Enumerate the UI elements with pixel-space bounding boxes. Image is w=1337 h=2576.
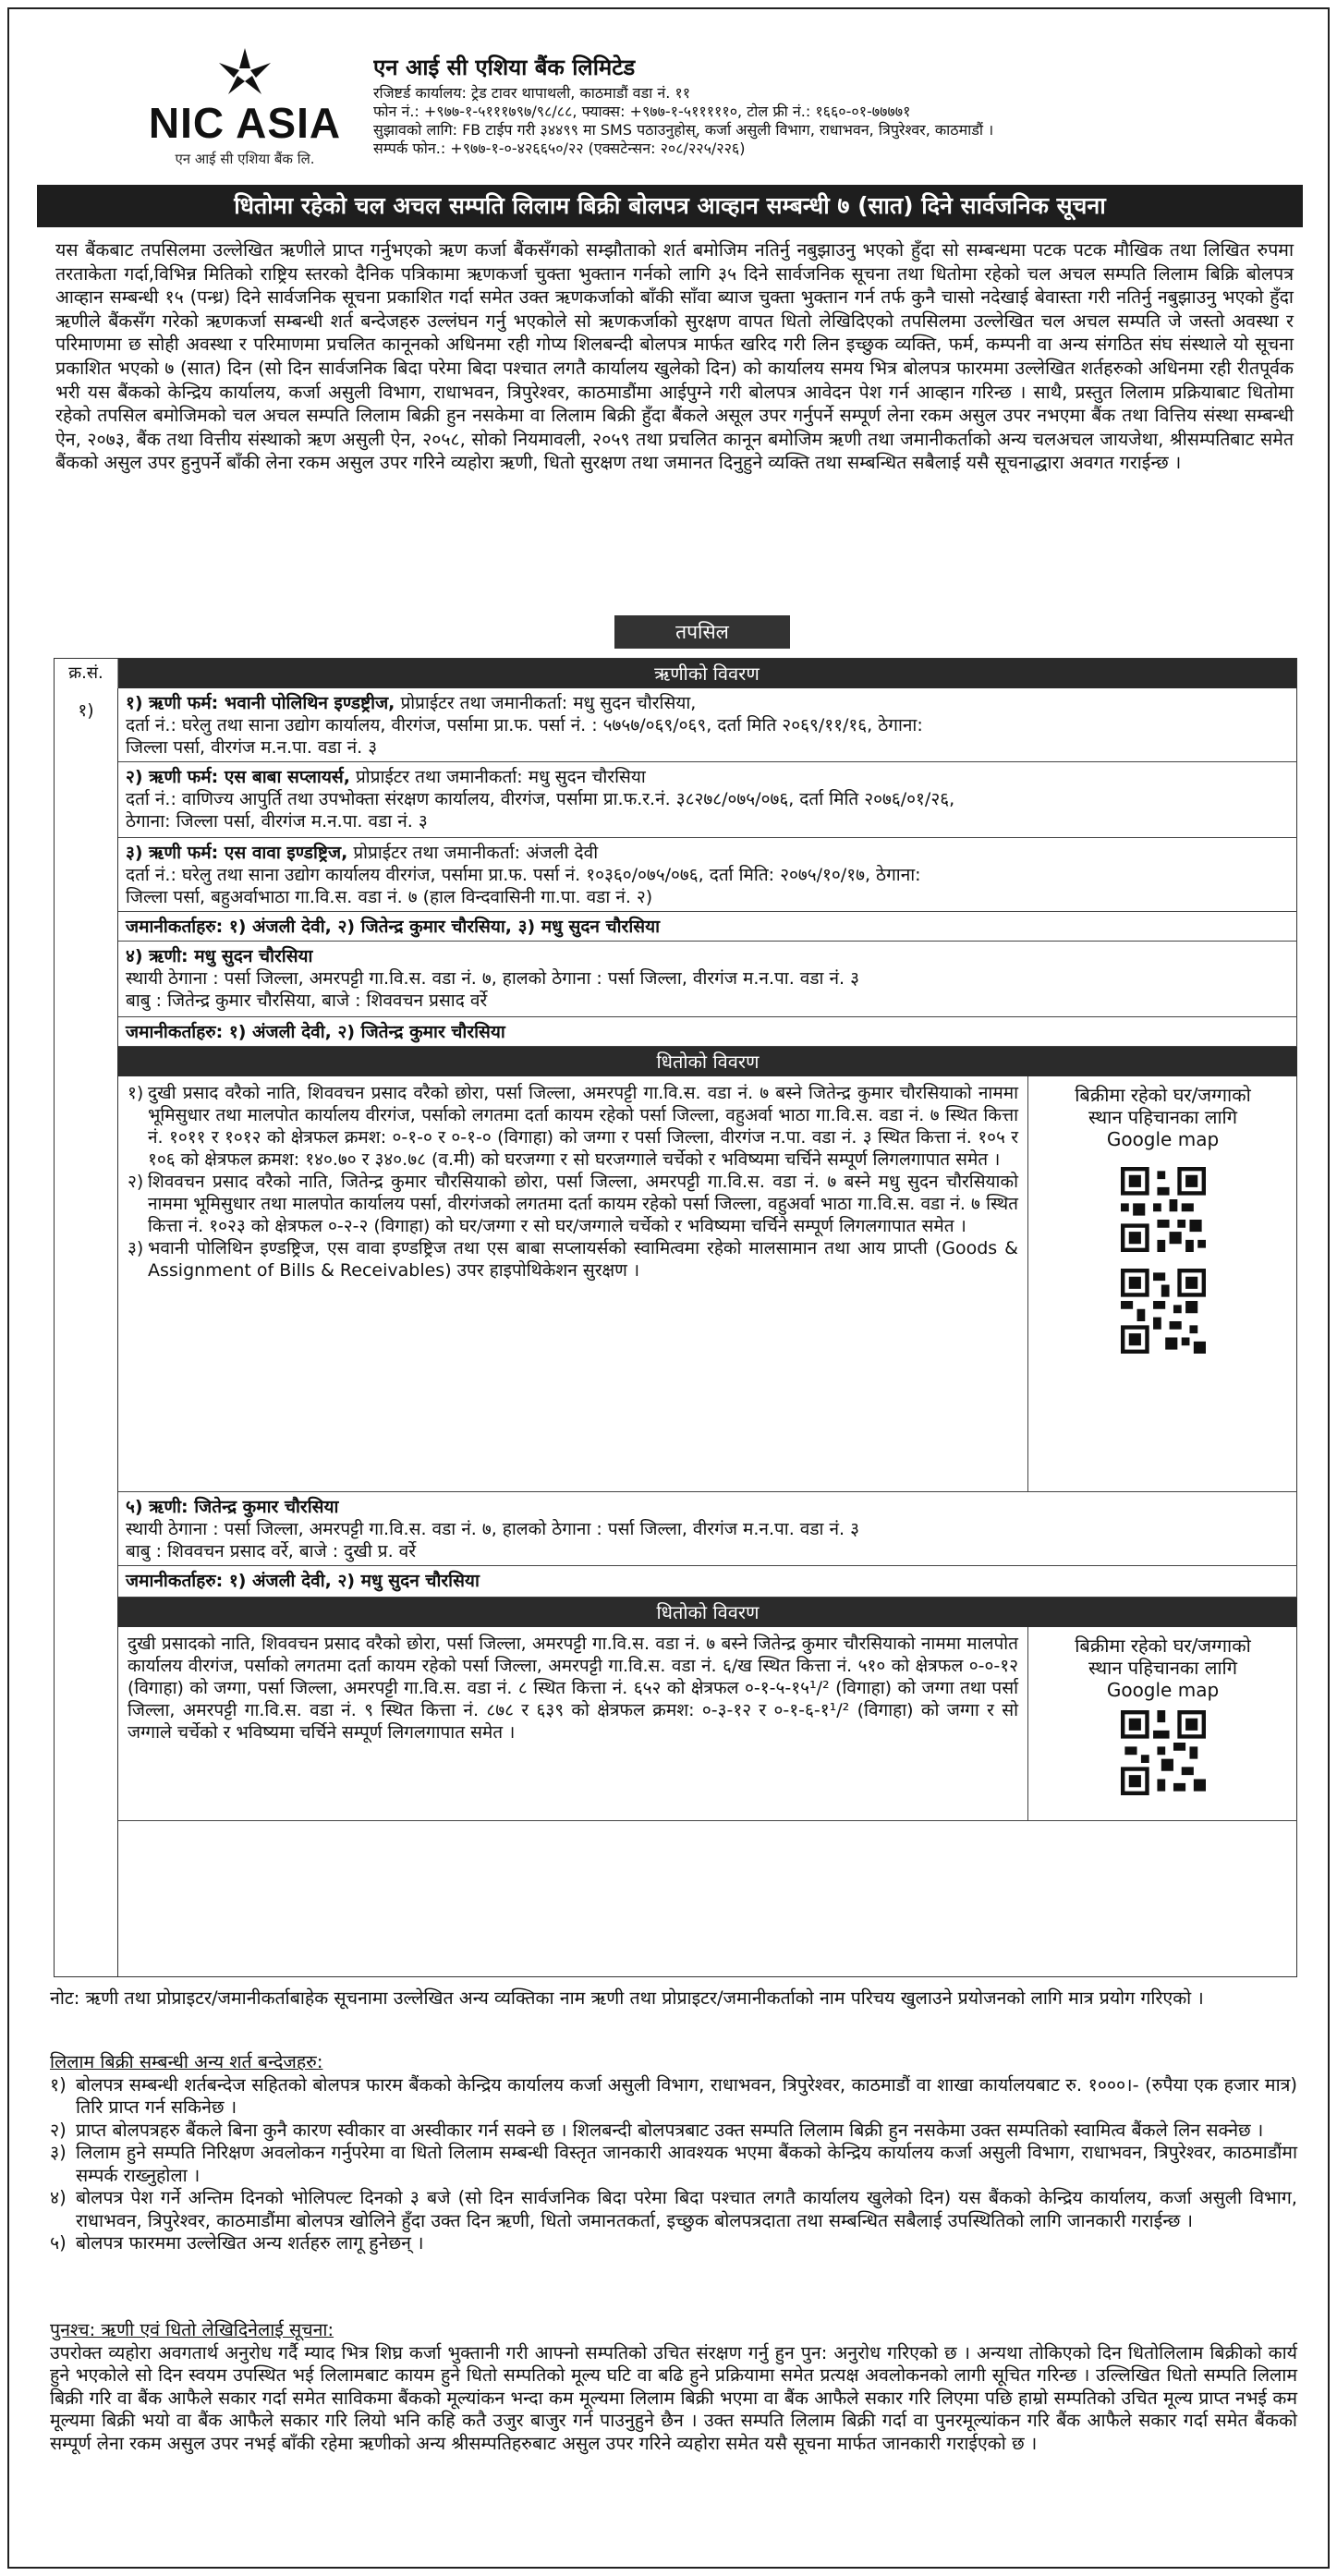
table-header <box>55 659 1296 688</box>
google-map-label: Google map <box>1106 1128 1220 1150</box>
firm-1-address: जिल्ला पर्सा, वीरगंज म.न.पा. वडा नं. ३ <box>126 737 378 758</box>
collateral-header-2: धितोको विवरण <box>118 1598 1297 1627</box>
firm-2-proprietor: प्रोप्राईटर तथा जमानीकर्ता: मधु सुदन चौरसिया <box>349 767 646 787</box>
auction-conditions <box>50 2051 1297 2255</box>
collateral-item-5-text: दुखी प्रसादको नाति, शिववचन प्रसाद वरैको छोरा, पर्सा जिल्ला, अमरपट्टी गा.वि.स. वडा नं. ७ बस्ने जितेन्द्र कुमार चौरसियाको नाममा मालपोत कार्यालय वीरगंज, पर्साको लगतमा दर्ता कायम रहेको पर्सा जिल्ला, अमरपट्टी गा.वि.स. वडा नं. ६/ख स्थित कित्ता नं. ५१० को क्षेत्रफल ०-०-१२ (विगाहा) को जग्गा, पर्सा जिल्ला, अमरपट्टी गा.वि.स. वडा नं. ८ स्थित कित्ता नं. ६५२ को क्षेत्रफल ०-१-५-१५¹/² (विगाहा) को जग्गा तथा पर्सा जिल्ला, अमरपट्टी गा.वि.स. वडा नं. ९ स्थित कित्ता नं. ८७८ र ६३९ को क्षेत्रफल क्रमश: ०-३-१२ र ०-१-६-१¹/² (विगाहा) को जग्गा र सो जग्गाले चर्चेको र भविष्यमा चर्चिने सम्पूर्ण लिगलगापात समेत । <box>128 1634 1018 1743</box>
collateral-details-2 <box>118 1627 1028 1820</box>
firm-3-address: जिल्ला पर्सा, बहुअर्वाभाठा गा.वि.स. वडा नं. ७ (हाल विन्दवासिनी गा.पा. वडा नं. २) <box>126 887 653 907</box>
bank-name: एन आई सी एशिया बैंक लिमिटेड <box>373 55 636 80</box>
map-text-line-2: स्थान पहिचानका लागि <box>1088 1657 1237 1679</box>
firm-1-proprietor: प्रोप्राईटर तथा जमानीकर्ता: मधु सुदन चौरसिया, <box>395 693 697 713</box>
qr-code-icon[interactable] <box>1121 1269 1206 1354</box>
conditions-title: लिलाम बिक्री सम्बन्धी अन्य शर्त बन्देजहरु: <box>50 2051 323 2072</box>
borrower-5-address: स्थायी ठेगाना : पर्सा जिल्ला, अमरपट्टी गा.वि.स. वडा नं. ७, हालको ठेगाना : पर्सा जिल्ला, वीरगंज म.न.पा. वडा नं. ३ <box>126 1519 859 1539</box>
firm-3-title: ३) ऋणी फर्म: एस वावा इण्डष्ट्रिज, <box>126 843 348 863</box>
nic-asia-star-logo-icon <box>215 46 274 98</box>
notice-page <box>7 7 1330 2569</box>
condition-item <box>50 2120 1297 2143</box>
map-text-line-1: बिक्रीमा रहेको घर/जग्गाको <box>1075 1634 1251 1657</box>
condition-number: ३) <box>50 2142 67 2163</box>
col-borrower-detail: ऋणीको विवरण <box>654 662 760 685</box>
guarantors-3: जमानीकर्ताहरु: १) अंजली देवी, २) मधु सुदन चौरसिया <box>118 1566 1297 1598</box>
condition-text: बोलपत्र पेश गर्ने अन्तिम दिनको भोलिपल्ट दिनको ३ बजे (सो दिन सार्वजनिक बिदा परेमा बिदा पश्चात लगतै कार्यालय खुलेको दिन) यस बैंकको केन्द्रिय कार्यालय, कर्जा असुली विभाग, राधाभवन, त्रिपुरेश्वर, काठमाडौंमा बोलपत्र खोलिने हुँदा उक्त दिन ऋणी, धितो जमानतकर्ता, इच्छुक बोलपत्रदाता तथा सम्बन्धित सबैलाई उपस्थितिको लागि जानकारी गराईन्छ । <box>76 2187 1297 2231</box>
firm-2 <box>118 762 1297 838</box>
firm-3-registration: दर्ता नं.: घरेलु तथा साना उद्योग कार्यालय वीरगंज, पर्सामा प्रा.फ. पर्सा नं. १०३६०/०७५/०७६, दर्ता मिति: २०७५/१०/१७, ठेगाना: <box>126 865 921 885</box>
qr-code-icon[interactable] <box>1121 1710 1206 1795</box>
google-map-label: Google map <box>1106 1679 1220 1701</box>
borrower-5 <box>118 1492 1297 1566</box>
logo-subtitle: एन आई सी एशिया बैंक लि. <box>175 151 315 167</box>
condition-text: लिलाम हुने सम्पति निरिक्षण अवलोकन गर्नुपरेमा वा धितो लिलाम सम्बन्धी विस्तृत जानकारी आवश्यक भएमा बैंकको केन्द्रिय कार्यालय कर्जा असुली विभाग, राधाभवन, त्रिपुरेश्वर, काठमाडौंमा सम्पर्क राख्नुहोला । <box>76 2142 1297 2186</box>
condition-text: प्राप्त बोलपत्रहरु बैंकले बिना कुनै कारण स्वीकार वा अस्वीकार गर्न सक्ने छ । शिलबन्दी बोलपत्रबाट उक्त सम्पति लिलाम बिक्री हुन नसकेमा उक्त सम्पतिको स्वामित्व बैंकले लिन सक्नेछ । <box>76 2119 1264 2141</box>
borrower-4-address: स्थायी ठेगाना : पर्सा जिल्ला, अमरपट्टी गा.वि.स. वडा नं. ७, हालको ठेगाना : पर्सा जिल्ला, वीरगंज म.न.पा. वडा नं. ३ <box>126 968 859 989</box>
suggestion-line: सुझावको लागि: FB टाईप गरी ३४४९९ मा SMS पठाउनुहोस्, कर्जा असुली विभाग, राधाभवन, त्रिपुरेश्वर, काठमाडौं । <box>373 121 994 139</box>
qr-code-icon[interactable] <box>1121 1167 1206 1252</box>
firm-2-address: ठेगाना: जिल्ला पर्सा, वीरगंज म.न.पा. वडा नं. ३ <box>126 811 428 832</box>
postscript-title: पुनश्च: ऋणी एवं धितो लेखिदिनेलाई सूचना: <box>50 2319 334 2340</box>
condition-number: २) <box>50 2119 67 2141</box>
borrower-5-family: बाबु : शिववचन प्रसाद वर्रे, बाजे : दुखी प्र. वर्रे <box>126 1541 417 1561</box>
borrower-4-title: ४) ऋणी: मधु सुदन चौरसिया <box>126 946 313 966</box>
condition-item <box>50 2187 1297 2232</box>
registered-office: रजिष्टर्ड कार्यालय: ट्रेड टावर थापाथली, काठमाडौं वडा नं. ११ <box>373 84 691 102</box>
firm-1-title: १) ऋणी फर्म: भवानी पोलिथिन इण्डष्ट्रीज, <box>126 693 395 713</box>
condition-number: ४) <box>50 2187 67 2208</box>
collateral-item-3-text: भवानी पोलिथिन इण्डष्ट्रिज, एस वावा इण्डष्ट्रिज तथा एस बाबा सप्लायर्सको स्वामित्वमा रहेको मालसामान तथा आय प्राप्ती (Goods & Assignment of Bills & Receivables) उपर हाइपोथिकेशन सुरक्षण । <box>148 1238 1018 1281</box>
collateral-details-1 <box>118 1076 1028 1491</box>
map-text-line-2: स्थान पहिचानका लागि <box>1088 1106 1237 1128</box>
map-info-2 <box>1028 1627 1297 1820</box>
bank-contact-info <box>373 54 1316 158</box>
collateral-item-3 <box>128 1237 1018 1282</box>
contact-phone: सम्पर्क फोन.: +९७७-१-०-४२६६५०/२२ (एक्सटेन्सन: २०८/२२५/२२६) <box>373 140 746 157</box>
collateral-item-3-number: ३) <box>128 1238 144 1258</box>
firm-2-title: २) ऋणी फर्म: एस बाबा सप्लायर्स, <box>126 767 350 787</box>
guarantors-1: जमानीकर्ताहरु: १) अंजली देवी, २) जितेन्द्र कुमार चौरसिया, ३) मधु सुदन चौरसिया <box>118 912 1297 942</box>
intro-paragraph: यस बैंकबाट तपसिलमा उल्लेखित ऋणीले प्राप्त गर्नुभएको ऋण कर्जा बैंकसँगको सम्झौताको शर्त बमोजिम नतिर्नु नबुझाउनु भएको हुँदा सो सम्बन्धमा पटक पटक मौखिक तथा लिखित रुपमा तरताकेता गर्दा,विभिन्न मितिको राष्ट्रिय स्तरको दैनिक पत्रिकामा ऋणकर्जा चुक्ता भुक्तान गर्नको लागि ३५ दिने सार्वजनिक सूचना तथा धितोमा रहेको चल अचल सम्पति लिलाम बिक्रि बोलपत्र आव्हान सम्बन्धी १५ (पन्ध्र) दिने सार्वजनिक सूचना प्रकाशित गर्दा समेत उक्त ऋणकर्जाको बाँकी साँवा ब्याज चुक्ता भुक्तान गर्न तर्फ कुनै चासो नदेखाई बेवास्ता गरी नतिर्नु नबुझाउनु भएको हुँदा ऋणीले बैंकसँग गरेको ऋणकर्जा सम्बन्धी शर्त बन्देजहरु उल्लंघन गर्नु भएकोले सो ऋणकर्जाको सुरक्षण वापत धितो लेखिदिएको तपसिलमा उल्लेखित चल अचल सम्पति जे जस्तो अवस्था र परिमाणमा छ सोही अवस्था र परिमाणमा प्रचलित कानूनको अधिनमा रही गोप्य शिलबन्दी बोलपत्र मार्फत खरिद गरी लिन इच्छुक व्यक्ति, फर्म, कम्पनी वा अन्य संगठित संघ संस्थाले यो सूचना प्रकाशित भएको ७ (सात) दिन (सो दिन सार्वजनिक बिदा परेमा बिदा पश्चात लगतै कार्यालय खुलेको दिन) को कार्यालय समय भित्र बोलपत्र फारममा उल्लेखित शर्तहरुको अधिनमा रही रीतपूर्वक भरी यस बैंकको केन्द्रिय कार्यालय, कर्जा असुली विभाग, राधाभवन, त्रिपुरेश्वर, काठमाडौंमा आईपुग्ने गरी बोलपत्र आवेदन पेश गर्न आव्हान गरिन्छ । साथै, प्रस्तुत लिलाम प्रक्रियाबाट धितोमा रहेको तपसिल बमोजिमको चल अचल सम्पति लिलाम बिक्री हुन नसकेमा वा लिलाम बिक्री हुँदा बैंकले असूल उपर गर्नुपर्ने सम्पूर्ण लेना रकम असुल उपर नभएमा बैंक तथा वित्तिय संस्था सम्बन्धी ऐन, २०७३, बैंक तथा वित्तीय संस्थाको ऋण असुली ऐन, २०५८, सोको नियमावली, २०५९ तथा प्रचलित कानून बमोजिम ऋणी तथा जमानीकर्ताको अन्य चलअचल जायजेथा, श्रीसम्पतिबाट समेत बैंकको असुल उपर हुनुपर्ने बाँकी लेना रकम असुल उपर गरिने व्यहोरा ऋणी, धितो सुरक्षण तथा जमानत दिनुहुने व्यक्ति तथा सम्बन्धित सबैलाई यसै सूचनाद्धारा अवगत गराईन्छ । <box>55 239 1294 474</box>
condition-text: बोलपत्र सम्बन्धी शर्तबन्देज सहितको बोलपत्र फारम बैंकको केन्द्रिय कार्यालय कर्जा असुली विभाग, राधाभवन, त्रिपुरेश्वर, काठमाडौं वा शाखा कार्यालयबाट रु. १०००।- (रुपैया एक हजार मात्र) तिरि प्राप्त गर्न सकिनेछ । <box>76 2073 1297 2118</box>
notice-title: धितोमा रहेको चल अचल सम्पति लिलाम बिक्री बोलपत्र आव्हान सम्बन्धी ७ (सात) दिने सार्वजनिक सूचना <box>37 185 1303 227</box>
condition-number: ५) <box>50 2232 67 2254</box>
map-info-1 <box>1028 1076 1297 1491</box>
collateral-item-2-text: शिववचन प्रसाद वरैको नाति, जितेन्द्र कुमार चौरसियाको छोरा, पर्सा जिल्ला, अमरपट्टी गा.वि.स. वडा नं. ७ बस्ने मधु सुदन चौरसियाको नाममा भूमिसुधार तथा मालपोत कार्यालय पर्सा, वीरगंजको लगतमा दर्ता कायम रहेको पर्सा जिल्ला, वहुअर्वा भाठा गा.वि.स. वडा नं. ७ स्थित कित्ता नं. १०२३ को क्षेत्रफल ०-२-२ (विगाहा) को घर/जग्गा र सो घर/जग्गाले चर्चेको र भविष्यमा चर्चिने सम्पूर्ण लिगलगापात समेत । <box>148 1172 1018 1236</box>
firm-2-registration: दर्ता नं.: वाणिज्य आपुर्ति तथा उपभोक्ता संरक्षण कार्यालय, वीरगंज, पर्सामा प्रा.फ.र.नं. ३८२७८/०७५/०७६, दर्ता मिति २०७६/०१/२६, <box>126 789 955 809</box>
condition-number: १) <box>50 2073 67 2096</box>
condition-text: बोलपत्र फारममा उल्लेखित अन्य शर्तहरु लागू हुनेछन् । <box>76 2232 424 2254</box>
note: नोट: ऋणी तथा प्रोप्राइटर/जमानीकर्ताबाहेक सूचनामा उल्लेखित अन्य व्यक्तिका नाम ऋणी तथा प्रोप्राइटर/जमानीकर्ताको नाम परिचय खुलाउने प्रयोजनको लागि मात्र प्रयोग गरिएको । <box>50 1987 1204 2009</box>
firm-3-proprietor: प्रोप्राईटर तथा जमानीकर्ता: अंजली देवी <box>347 843 599 863</box>
phone-fax: फोन नं.: +९७७-१-५१११७९७/९८/८८, फ्याक्स: +९७७-१-५१११११०, टोल फ्री नं.: १६६०-०१-७७७७१ <box>373 103 911 120</box>
collateral-header-1: धितोको विवरण <box>118 1047 1297 1076</box>
collateral-item-2-number: २) <box>128 1172 144 1192</box>
condition-item <box>50 2232 1297 2255</box>
bank-header <box>9 9 1328 177</box>
map-text-line-1: बिक्रीमा रहेको घर/जग्गाको <box>1075 1084 1251 1106</box>
firm-1-registration: दर्ता नं.: घरेलु तथा साना उद्योग कार्यालय, वीरगंज, पर्सामा प्रा.फ. पर्सा नं. : ५७५७/०६९/०६९, दर्ता मिति २०६९/११/१६, ठेगाना: <box>126 715 923 735</box>
serial-number: १) <box>78 700 94 721</box>
col-serial: क्र.सं. <box>55 659 118 688</box>
bank-logo <box>129 46 360 176</box>
tapsil-label: तपसिल <box>614 615 790 649</box>
borrower-table <box>54 658 1297 1977</box>
borrower-4 <box>118 942 1297 1017</box>
collateral-section-1 <box>118 1076 1297 1492</box>
borrower-5-title: ५) ऋणी: जितेन्द्र कुमार चौरसिया <box>126 1497 339 1517</box>
postscript <box>50 2319 1297 2455</box>
logo-wordmark: NIC ASIA <box>148 99 342 147</box>
condition-item <box>50 2074 1297 2120</box>
firm-3 <box>118 838 1297 912</box>
collateral-section-2 <box>118 1627 1297 1821</box>
condition-item <box>50 2142 1297 2187</box>
borrower-4-family: बाबु : जितेन्द्र कुमार चौरसिया, बाजे : शिववचन प्रसाद वर्रे <box>126 990 488 1011</box>
collateral-item-1-text: दुखी प्रसाद वरैको नाति, शिववचन प्रसाद वरैको छोरा, पर्सा जिल्ला, अमरपट्टी गा.वि.स. वडा नं. ७ बस्ने जितेन्द्र कुमार चौरसियाको नाममा भूमिसुधार तथा मालपोत कार्यालय वीरगंज, पर्साको लगतमा दर्ता कायम रहेको पर्सा जिल्ला, वहुअर्वा भाठा गा.वि.स. वडा नं. ७ स्थित कित्ता नं. १०११ र १०१२ को क्षेत्रफल क्रमश: ०-१-० र ०-१-० (विगाहा) को जग्गा र पर्सा जिल्ला, वीरगंज न.पा. वडा नं. ३ स्थित कित्ता नं. १०५ र १०६ को क्षेत्रफल क्रमश: १४०.७० र ३४०.७८ (व.मी) को घरजग्गा र सो घरजग्गाले चर्चेको र भविष्यमा चर्चिने सम्पूर्ण लिगलगापात समेत । <box>148 1083 1018 1170</box>
collateral-item-1 <box>128 1082 1018 1171</box>
postscript-text: उपरोक्त व्यहोरा अवगतार्थ अनुरोध गर्दै म्याद भित्र शिघ्र कर्जा भुक्तानी गरी आफ्नो सम्पतिको उचित संरक्षण गर्नु हुन पुन: अनुरोध गरिएको छ । अन्यथा तोकिएको दिन धितोलिलाम बिक्रीको कार्य हुने भएकोले सो दिन स्वयम उपस्थित भई लिलामबाट कायम हुने धितो सम्पतिको मूल्य घटि वा बढि हुने प्रक्रियामा समेत प्रत्यक्ष अवलोकनको लागी सूचित गरिन्छ । उल्लिखित धितो सम्पति लिलाम बिक्री गरि वा बैंक आफैले सकार गर्दा समेत साविकमा बैंकको मूल्यांकन भन्दा कम मूल्यमा लिलाम बिक्री भएमा वा बैंक आफैले सकार गरि लिएमा पछि हाम्रो सम्पतिको उचित मूल्य प्राप्त नभई कम मूल्यमा बिक्री भयो वा बैंक आफैले सकार गरि लियो भनि कहि कतै उजुर बाजुर गर्न पाउनुहुने छैन । उक्त सम्पति लिलाम बिक्री गर्दा वा पुनरमूल्यांकन गरि बैंक आफैले सकार गर्दा समेत बैंकको सम्पूर्ण लेना रकम असुल उपर नभई बाँकी रहेमा ऋणीको अन्य श्रीसम्पतिहरुबाट असुल उपर गरिने व्यहोरा समेत यसै सूचना मार्फत जानकारी गराईएको छ । <box>50 2341 1297 2454</box>
firm-1 <box>118 688 1297 762</box>
collateral-item-2 <box>128 1171 1018 1237</box>
collateral-item-1-number: १) <box>128 1083 144 1103</box>
guarantors-2: जमानीकर्ताहरु: १) अंजली देवी, २) जितेन्द्र कुमार चौरसिया <box>118 1017 1297 1047</box>
